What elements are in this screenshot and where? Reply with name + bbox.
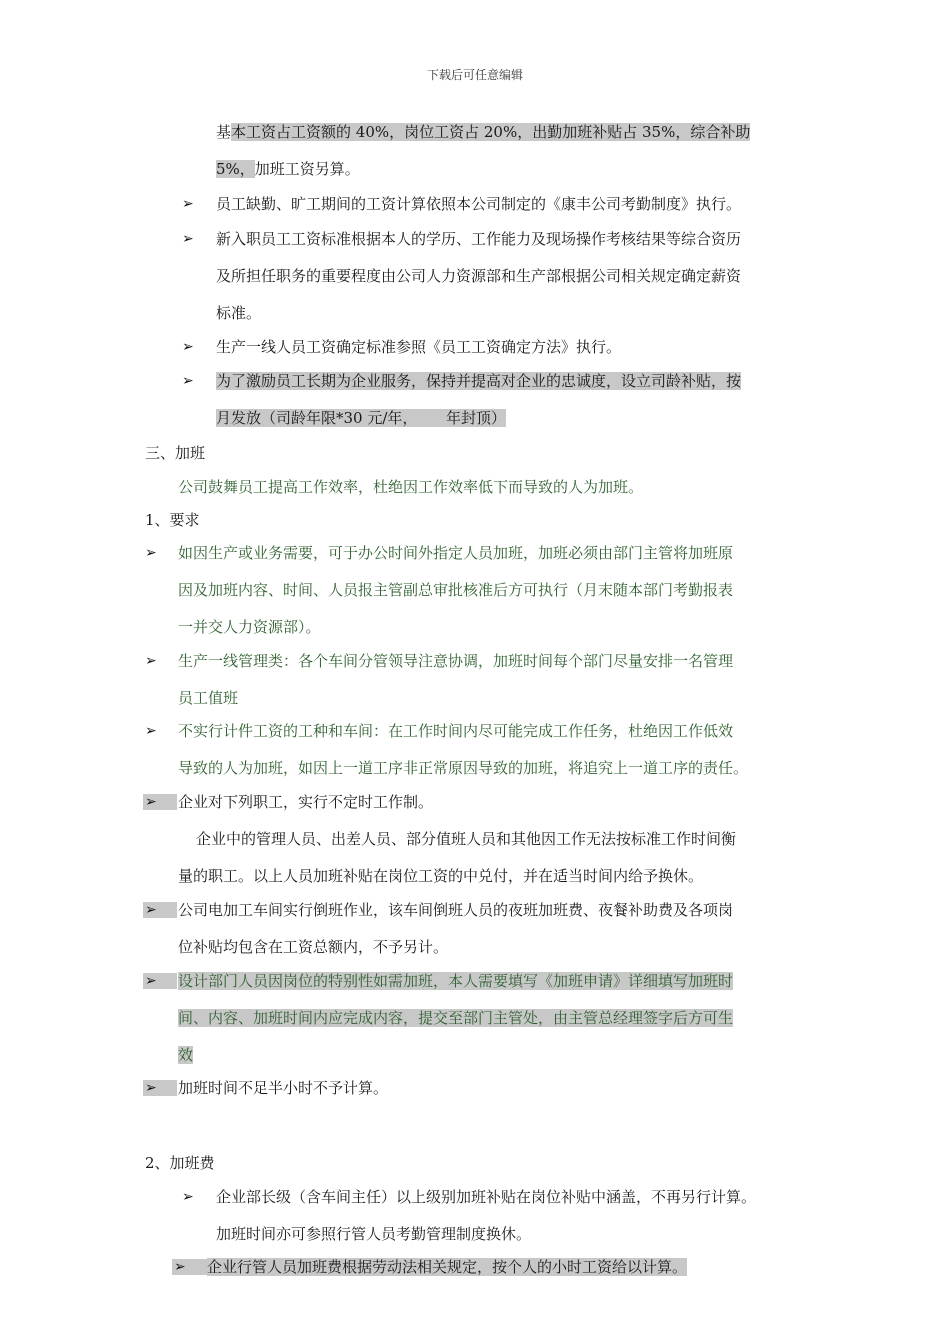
text-segment: 基: [216, 123, 232, 141]
salary-bullet-new-hire-line-2: 及所担任职务的重要程度由公司人力资源部和生产部根据公司相关规定确定薪资: [216, 267, 742, 285]
arrow-bullet-icon: ➢: [182, 196, 194, 212]
req-3-line-2: 导致的人为加班，如因上一道工序非正常原因导致的加班，将追究上一道工序的责任。: [178, 759, 749, 777]
highlighted-text: 月发放（司龄年限*30 元/年， 年封顶）: [216, 409, 507, 427]
req-4: 企业对下列职工，实行不定时工作制。: [178, 793, 434, 811]
req-1-line-3: 一并交人力资源部）。: [178, 618, 321, 636]
salary-paragraph-line-2: [216, 159, 360, 179]
arrow-bullet-icon: ➢: [145, 723, 157, 739]
subheading-overtime-fee: 2、加班费: [145, 1154, 215, 1172]
req-6-line-1: [178, 971, 733, 991]
arrow-bullet-icon: ➢: [182, 373, 194, 389]
salary-bullet-seniority-line-1: [216, 371, 741, 391]
req-1-line-1: 如因生产或业务需要，可于办公时间外指定人员加班，加班必须由部门主管将加班原: [178, 544, 734, 562]
highlighted-text: 设计部门人员因岗位的特别性如需加班，本人需要填写《加班申请》详细填写加班时: [178, 972, 734, 990]
arrow-bullet-icon: ➢: [182, 1189, 194, 1205]
page-header: 下载后可任意编辑: [426, 68, 523, 82]
text-segment: 加班工资另算。: [254, 160, 360, 178]
arrow-bullet-icon: ➢: [143, 794, 177, 810]
req-4-paragraph-line-1: 企业中的管理人员、出差人员、部分值班人员和其他因工作无法按标准工作时间衡: [196, 830, 737, 848]
salary-bullet-new-hire-line-3: 标准。: [216, 304, 262, 322]
salary-bullet-absence: 员工缺勤、旷工期间的工资计算依照本公司制定的《康丰公司考勤制度》执行。: [216, 195, 742, 213]
req-4-paragraph-line-2: 量的职工。以上人员加班补贴在岗位工资的中兑付，并在适当时间内给予换休。: [178, 867, 704, 885]
req-2-line-2: 员工值班: [178, 689, 239, 707]
req-6-line-3: [178, 1045, 193, 1065]
req-7: 加班时间不足半小时不予计算。: [178, 1079, 389, 1097]
req-6-line-2: [178, 1008, 733, 1028]
fee-1-line-2: 加班时间亦可参照行管人员考勤管理制度换休。: [216, 1225, 532, 1243]
fee-2: [207, 1257, 687, 1277]
subheading-requirements: 1、要求: [145, 511, 200, 529]
fee-1-line-1: 企业部长级（含车间主任）以上级别加班补贴在岗位补贴中涵盖，不再另行计算。: [216, 1188, 757, 1206]
highlighted-text: 企业行管人员加班费根据劳动法相关规定，按个人的小时工资给以计算。: [207, 1258, 688, 1276]
arrow-bullet-icon: ➢: [182, 339, 194, 355]
highlighted-text: 效: [178, 1046, 194, 1064]
arrow-bullet-icon: ➢: [182, 231, 194, 247]
highlighted-text: 为了激励员工长期为企业服务，保持并提高对企业的忠诚度，设立司龄补贴，按: [216, 372, 742, 390]
arrow-bullet-icon: ➢: [145, 653, 157, 669]
arrow-bullet-icon: ➢: [143, 1080, 177, 1096]
req-5-line-1: 公司电加工车间实行倒班作业，该车间倒班人员的夜班加班费、夜餐补助费及各项岗: [178, 901, 734, 919]
arrow-bullet-icon: ➢: [172, 1259, 208, 1275]
salary-bullet-frontline: 生产一线人员工资确定标准参照《员工工资确定方法》执行。: [216, 338, 622, 356]
arrow-bullet-icon: ➢: [143, 902, 177, 918]
highlighted-text: 本工资占工资额的 40%，岗位工资占 20%，出勤加班补贴占 35%，综合补助: [231, 123, 751, 141]
req-2-line-1: 生产一线管理类：各个车间分管领导注意协调，加班时间每个部门尽量安排一名管理: [178, 652, 734, 670]
salary-paragraph-line-1: [216, 122, 750, 142]
req-1-line-2: 因及加班内容、时间、人员报主管副总审批核准后方可执行（月末随本部门考勤报表: [178, 581, 734, 599]
highlighted-text: 5%，: [216, 160, 255, 178]
req-5-line-2: 位补贴均包含在工资总额内，不予另计。: [178, 938, 449, 956]
section-heading-overtime: 三、加班: [145, 444, 206, 462]
salary-bullet-seniority-line-2: [216, 408, 506, 428]
arrow-bullet-icon: ➢: [145, 545, 157, 561]
highlighted-text: 间、内容、加班时间内应完成内容，提交至部门主管处，由主管总经理签字后方可生: [178, 1009, 734, 1027]
salary-bullet-new-hire-line-1: 新入职员工工资标准根据本人的学历、工作能力及现场操作考核结果等综合资历: [216, 230, 742, 248]
req-3-line-1: 不实行计件工资的工种和车间：在工作时间内尽可能完成工作任务，杜绝因工作低效: [178, 722, 734, 740]
arrow-bullet-icon: ➢: [143, 973, 177, 989]
overtime-intro: 公司鼓舞员工提高工作效率，杜绝因工作效率低下而导致的人为加班。: [178, 478, 644, 496]
